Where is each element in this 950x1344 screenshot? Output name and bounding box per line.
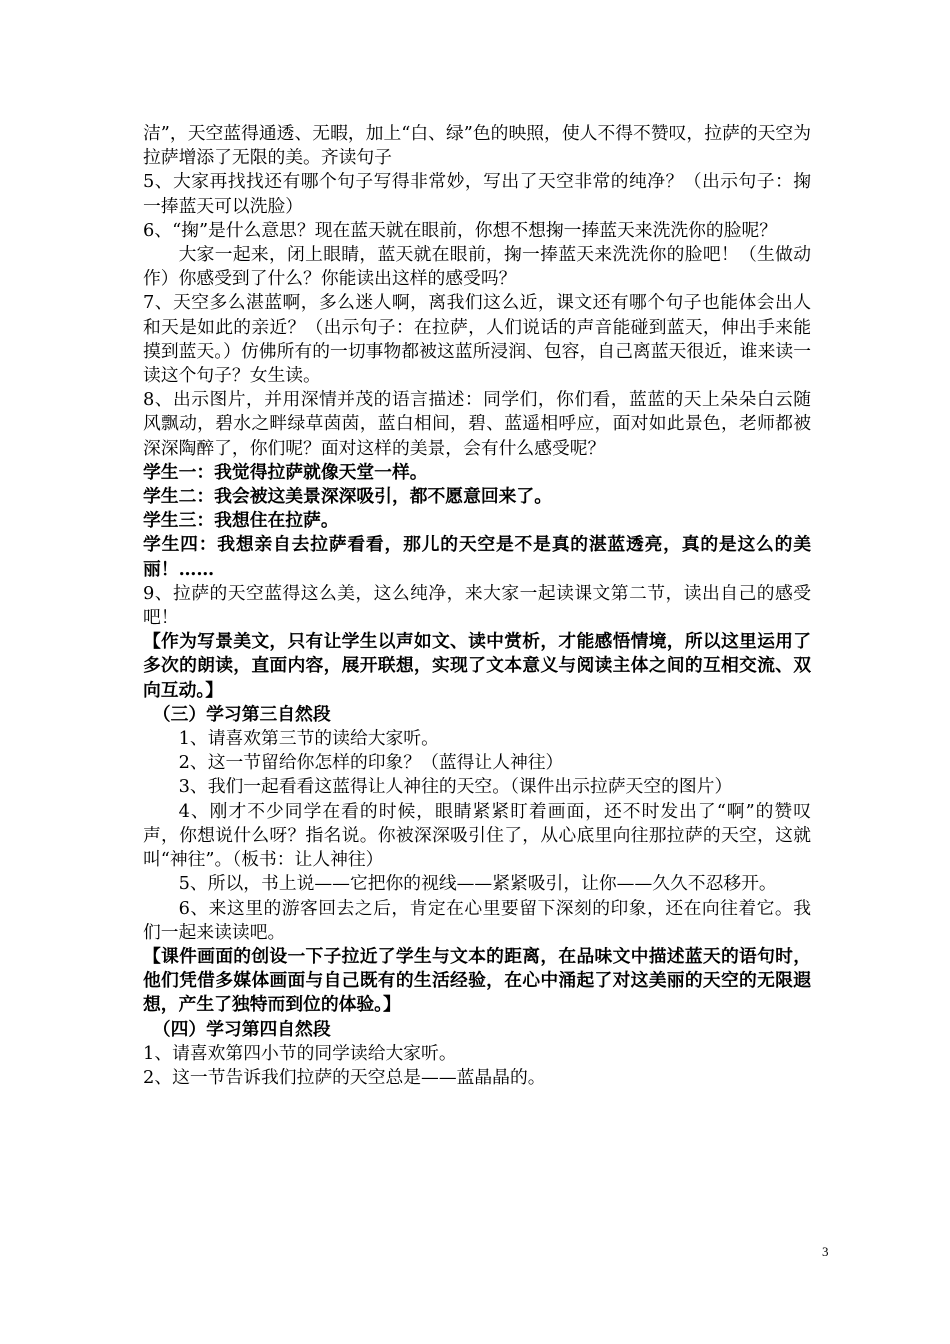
paragraph: 1、请喜欢第四小节的同学读给大家听。 (143, 1042, 457, 1064)
commentary-block: 【课件画面的创设一下子拉近了学生与文本的距离，在品味文中描述蓝天的语句时，他们凭借多媒体画面与自己既有的生活经验，在心中涌起了对这美丽的天空的无限遐想，产生了独特而到位的体验。】 (143, 945, 811, 1016)
student-answer: 学生二：我会被这美景深深吸引，都不愿意回来了。 (143, 486, 552, 508)
paragraph: 8、出示图片，并用深情并茂的语言描述：同学们，你们看，蓝蓝的天上朵朵白云随风飘动，碧水之畔绿草茵茵，蓝白相间，碧、蓝遥相呼应，面对如此景色，老师都被深深陶醉了，你们呢？面对这样的美景，会有什么感受呢？ (143, 389, 811, 459)
paragraph: 洁”，天空蓝得通透、无暇，加上“白、绿”色的映照，使人不得不赞叹，拉萨的天空为拉萨增添了无限的美。齐读句子 (143, 123, 811, 169)
paragraph: 3、我们一起看看这蓝得让人神往的天空。（课件出示拉萨天空的图片） (178, 776, 733, 798)
paragraph: 5、所以，书上说——它把你的视线——紧紧吸引，让你——久久不忍移开。 (178, 873, 777, 895)
paragraph: 9、拉萨的天空蓝得这么美，这么纯净，来大家一起读课文第二节，读出自己的感受吧！ (143, 582, 811, 629)
paragraph: 1、请喜欢第三节的读给大家听。 (178, 728, 439, 750)
student-answer: 学生一：我觉得拉萨就像天堂一样。 (143, 461, 428, 483)
page-number: 3 (822, 1244, 829, 1259)
document-body (143, 122, 811, 1090)
paragraph: 2、这一节留给你怎样的印象？（蓝得让人神往） (178, 752, 564, 774)
student-answer: 学生四：我想亲自去拉萨看看，那儿的天空是不是真的湛蓝透亮，真的是这么的美丽！…… (143, 534, 811, 580)
paragraph: 6、“掬”是什么意思？现在蓝天就在眼前，你想不想掬一捧蓝天来洗洗你的脸呢？ (143, 219, 778, 241)
paragraph: 6、来这里的游客回去之后，肯定在心里要留下深刻的印象，还在向往着它。我们一起来读读吧。 (143, 897, 811, 943)
paragraph: 2、这一节告诉我们拉萨的天空总是——蓝晶晶的。 (143, 1066, 546, 1088)
commentary-block: 【作为写景美文，只有让学生以声如文、读中赏析，才能感悟情境，所以这里运用了多次的朗读，直面内容，展开联想，实现了文本意义与阅读主体之间的互相交流、双向互动。】 (143, 631, 811, 701)
section-heading: （三）学习第三自然段 (152, 703, 331, 725)
student-answer: 学生三：我想住在拉萨。 (143, 510, 339, 532)
paragraph: 4、刚才不少同学在看的时候，眼睛紧紧盯着画面，还不时发出了“啊”的赞叹声，你想说什么呀？指名说。你被深深吸引住了，从心底里向往那拉萨的天空，这就叫“神往”。（板书：让人神往） (143, 800, 811, 871)
paragraph: 大家一起来，闭上眼睛，蓝天就在眼前，掬一捧蓝天来洗洗你的脸吧！（生做动作）你感受到了什么？你能读出这样的感受吗？ (143, 244, 811, 290)
paragraph: 5、大家再找找还有哪个句子写得非常妙，写出了天空非常的纯净？（出示句子：掬一捧蓝天可以洗脸） (143, 171, 811, 217)
section-heading: （四）学习第四自然段 (152, 1018, 331, 1040)
paragraph: 7、天空多么湛蓝啊，多么迷人啊，离我们这么近，课文还有哪个句子也能体会出人和天是如此的亲近？（出示句子：在拉萨，人们说话的声音能碰到蓝天，伸出手来能摸到蓝天。）仿佛所有的一切事物都被这蓝所浸润、包容，自己离蓝天很近，谁来读一读这个句子？女生读。 (143, 292, 811, 387)
